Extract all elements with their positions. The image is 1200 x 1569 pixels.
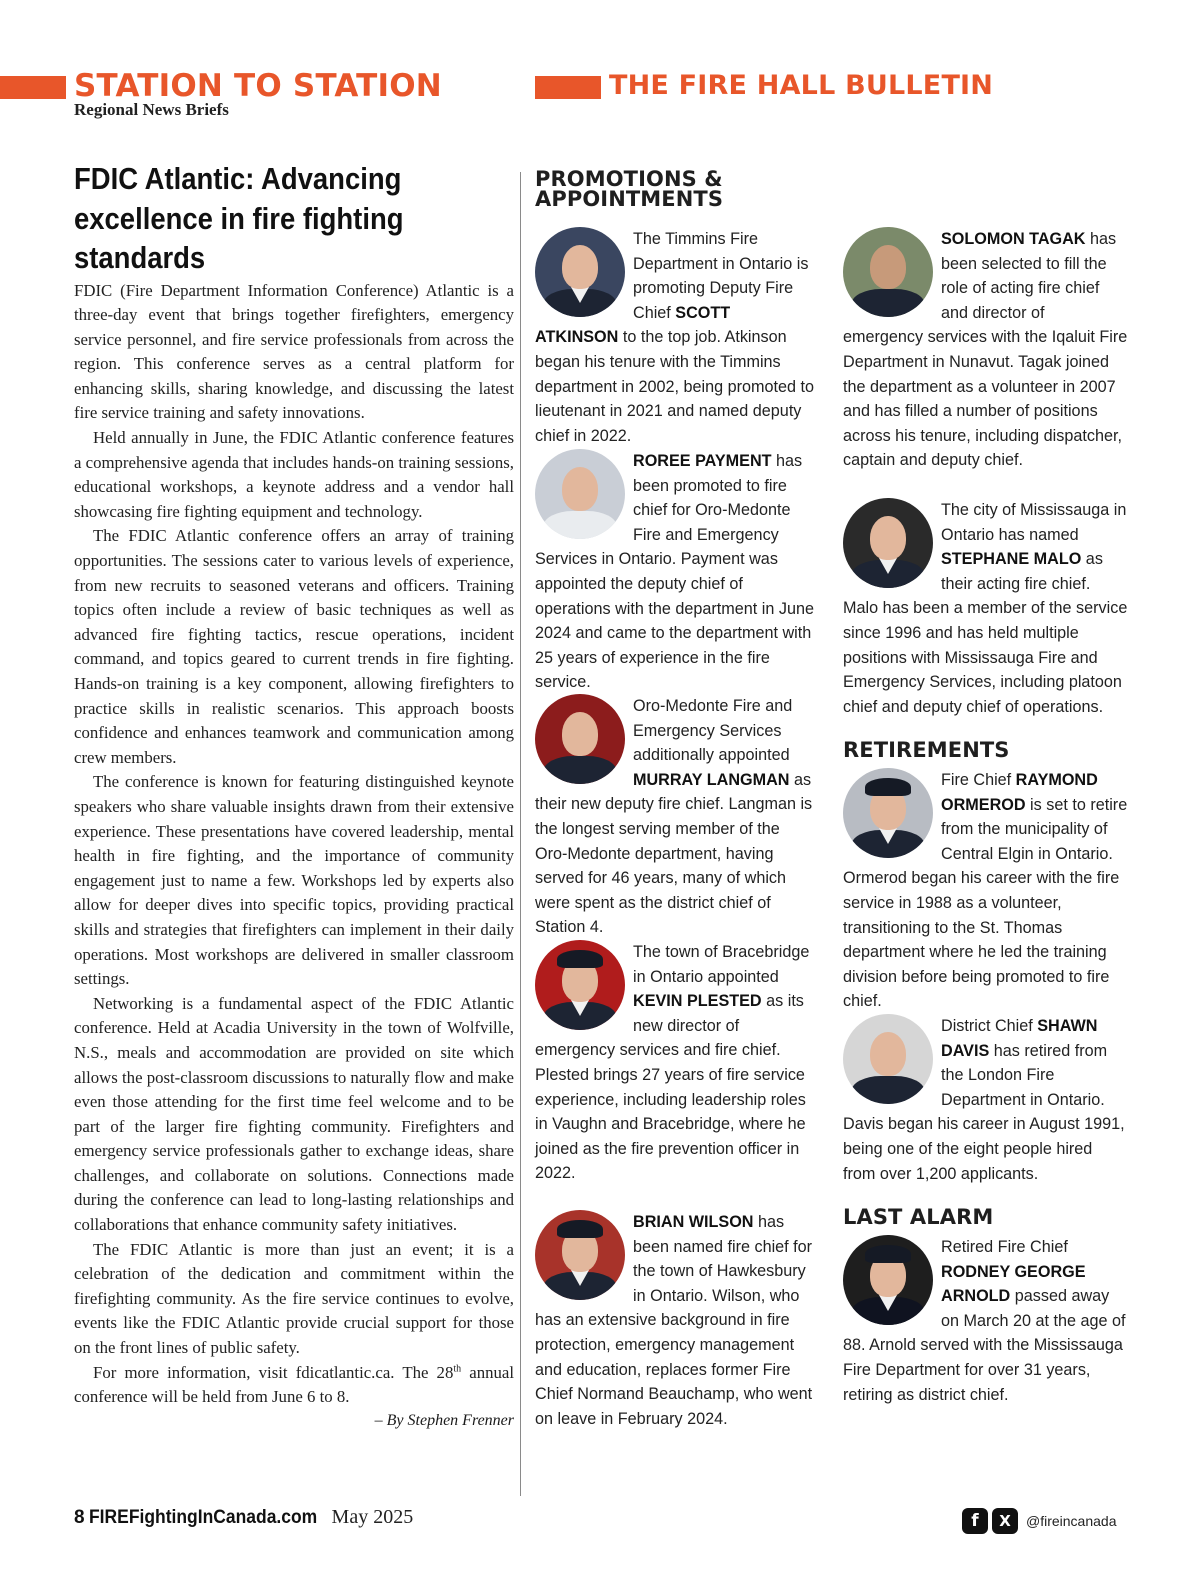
page-number: 8 xyxy=(74,1507,85,1528)
entry-murray-langman: Oro-Medonte Fire and Emergency Services additionally appointed MURRAY LANGMAN as their new deputy fire chief. Langman is the longest serving member of the Oro-Medonte department, having served for 46 years, many of which were spent as the district chief of Station 4. xyxy=(535,694,815,940)
article-body xyxy=(74,279,514,1410)
article-paragraph-3: The FDIC Atlantic conference offers an array of training opportunities. The sessions cater to various levels of experience, from new recruits to seasoned veterans and officers. Training topics often include a review of basic techniques as well as advanced fire fighting tactics, rescue operations, incident command, and topics geared to current trends in fire fighting. Hands-on training is a key component, allowing firefighters to practice skills in realistic scenarios. This approach boosts confidence and enhances teamwork and communication among crew members. xyxy=(74,526,514,767)
entry-raymond-ormerod: Fire Chief RAYMOND ORMEROD is set to retire from the municipality of Central Elgin in Ontario. Ormerod began his career with the fire service in 1988 as a volunteer, transitioning to the St. Thomas department where he led the training division before being promoted to fire chief. xyxy=(843,768,1128,1014)
photo-murray-langman xyxy=(535,694,625,784)
article-paragraph-1: FDIC (Fire Department Information Conference) Atlantic is a three-day event that brings together firefighters, emergency service personnel, and fire service professionals from across the region. This conference serves as a central platform for enhancing skills, sharing knowledge, and discussing the latest fire service training and safety innovations. xyxy=(74,280,514,423)
article-byline: – By Stephen Frenner xyxy=(374,1411,514,1429)
entry-stephane-malo: The city of Mississauga in Ontario has named STEPHANE MALO as their acting fire chief. Malo has been a member of the service since 1996 and has held multiple positions with Mississauga Fire and Emergency Services, including platoon chief and deputy chief of operations. xyxy=(843,498,1128,719)
entry-solomon-tagak: SOLOMON TAGAK has been selected to fill the role of acting fire chief and director of emergency services with the Iqaluit Fire Department in Nunavut. Tagak joined the department as a volunteer in 2007 and has filled a number of positions across his tenure, including dispatcher, captain and deputy chief. xyxy=(843,227,1128,473)
entry-brian-wilson: BRIAN WILSON has been named fire chief for the town of Hawkesbury in Ontario. Wilson, who has an extensive background in fire protection, emergency management and education, replaces former Fire Chief Normand Beauchamp, who went on leave in February 2024. xyxy=(535,1210,820,1431)
footer-site[interactable]: FIREFightingInCanada.com xyxy=(89,1507,318,1528)
photo-rodney-arnold xyxy=(843,1235,933,1325)
photo-roree-payment xyxy=(535,449,625,539)
article-paragraph-4: The conference is known for featuring distinguished keynote speakers who share valuable insights drawn from their extensive experience. These presentations have covered leadership, mental health in fire fighting, and the importance of community engagement just to name a few. Workshops led by experts also allow for deeper dives into specific topics, providing practical skills and strategies that firefighters can implement in their daily operations. Most workshops are delivered in smaller classroom settings. xyxy=(74,772,514,989)
entry-rodney-arnold: Retired Fire Chief RODNEY GEORGE ARNOLD passed away on March 20 at the age of 88. Arnold served with the Mississauga Fire Department for over 31 years, retiring as district chief. xyxy=(843,1235,1128,1407)
photo-brian-wilson xyxy=(535,1210,625,1300)
article-paragraph-5: Networking is a fundamental aspect of the FDIC Atlantic conference. Held at Acadia University in the town of Wolfville, N.S., meals and accommodation are provided on site which allows the post-classroom discussions to naturally flow and make even those attending for the first time feel welcome and to be part of the larger fire fighting community. Firefighters and emergency service professionals gather to exchange ideas, share challenges, and collaborate on solutions. Connections made during the conference can lead to long-lasting relationships and collaborations that enhance community safety initiatives. xyxy=(74,993,514,1235)
right-header-bar xyxy=(535,76,601,99)
photo-scott-atkinson xyxy=(535,227,625,317)
left-header-bar xyxy=(0,76,66,99)
article-paragraph-7: For more information, visit fdicatlantic.ca. The 28th annual conference will be held from June 6 to 8. xyxy=(74,1362,515,1407)
left-header-title: STATION TO STATION xyxy=(74,68,442,104)
entry-shawn-davis: District Chief SHAWN DAVIS has retired from the London Fire Department in Ontario. Davis began his career in August 1991, being one of the eight people hired from over 1,200 applicants. xyxy=(843,1014,1128,1186)
section-last-alarm: LAST ALARM xyxy=(843,1205,994,1229)
column-divider xyxy=(520,172,521,1496)
right-header-title: THE FIRE HALL BULLETIN xyxy=(609,70,994,101)
footer xyxy=(74,1506,413,1529)
photo-shawn-davis xyxy=(843,1014,933,1104)
article-paragraph-6: The FDIC Atlantic is more than just an event; it is a celebration of the dedication and commitment within the firefighting community. As the fire service continues to evolve, events like the FDIC Atlantic provide crucial support for those on the front lines of public safety. xyxy=(74,1239,514,1358)
photo-solomon-tagak xyxy=(843,227,933,317)
section-retirements: RETIREMENTS xyxy=(843,738,1010,762)
photo-kevin-plested xyxy=(535,940,625,1030)
entry-roree-payment: ROREE PAYMENT has been promoted to fire chief for Oro-Medonte Fire and Emergency Services in Ontario. Payment was appointed the deputy chief of operations with the department in June 2024 and came to the department with 25 years of experience in the fire service. xyxy=(535,449,815,695)
entry-kevin-plested: The town of Bracebridge in Ontario appointed KEVIN PLESTED as its new director of emergency services and fire chief. Plested brings 27 years of fire service experience, including leadership roles in Vaughn and Bracebridge, where he joined as the fire prevention officer in 2022. xyxy=(535,940,815,1186)
article-paragraph-2: Held annually in June, the FDIC Atlantic conference features a comprehensive agenda that includes hands-on training sessions, educational workshops, a keynote address and a vendor hall showcasing fire fighting equipment and technology. xyxy=(74,428,514,521)
footer-date: May 2025 xyxy=(331,1506,414,1528)
article xyxy=(74,160,514,1430)
entry-scott-atkinson: The Timmins Fire Department in Ontario is promoting Deputy Fire Chief SCOTT ATKINSON to the top job. Atkinson began his tenure with the Timmins department in 2002, being promoted to lieutenant in 2021 and named deputy chief in 2022. xyxy=(535,227,815,448)
photo-raymond-ormerod xyxy=(843,768,933,858)
photo-stephane-malo xyxy=(843,498,933,588)
facebook-icon[interactable]: f xyxy=(962,1508,988,1534)
social-links xyxy=(962,1508,1117,1534)
section-promotions: PROMOTIONS & APPOINTMENTS xyxy=(535,167,724,211)
social-handle[interactable]: @fireincanada xyxy=(1026,1513,1117,1529)
x-icon[interactable]: X xyxy=(992,1508,1018,1534)
left-header-subtitle: Regional News Briefs xyxy=(74,100,229,119)
article-headline: FDIC Atlantic: Advancing excellence in fire fighting standards xyxy=(74,162,404,275)
